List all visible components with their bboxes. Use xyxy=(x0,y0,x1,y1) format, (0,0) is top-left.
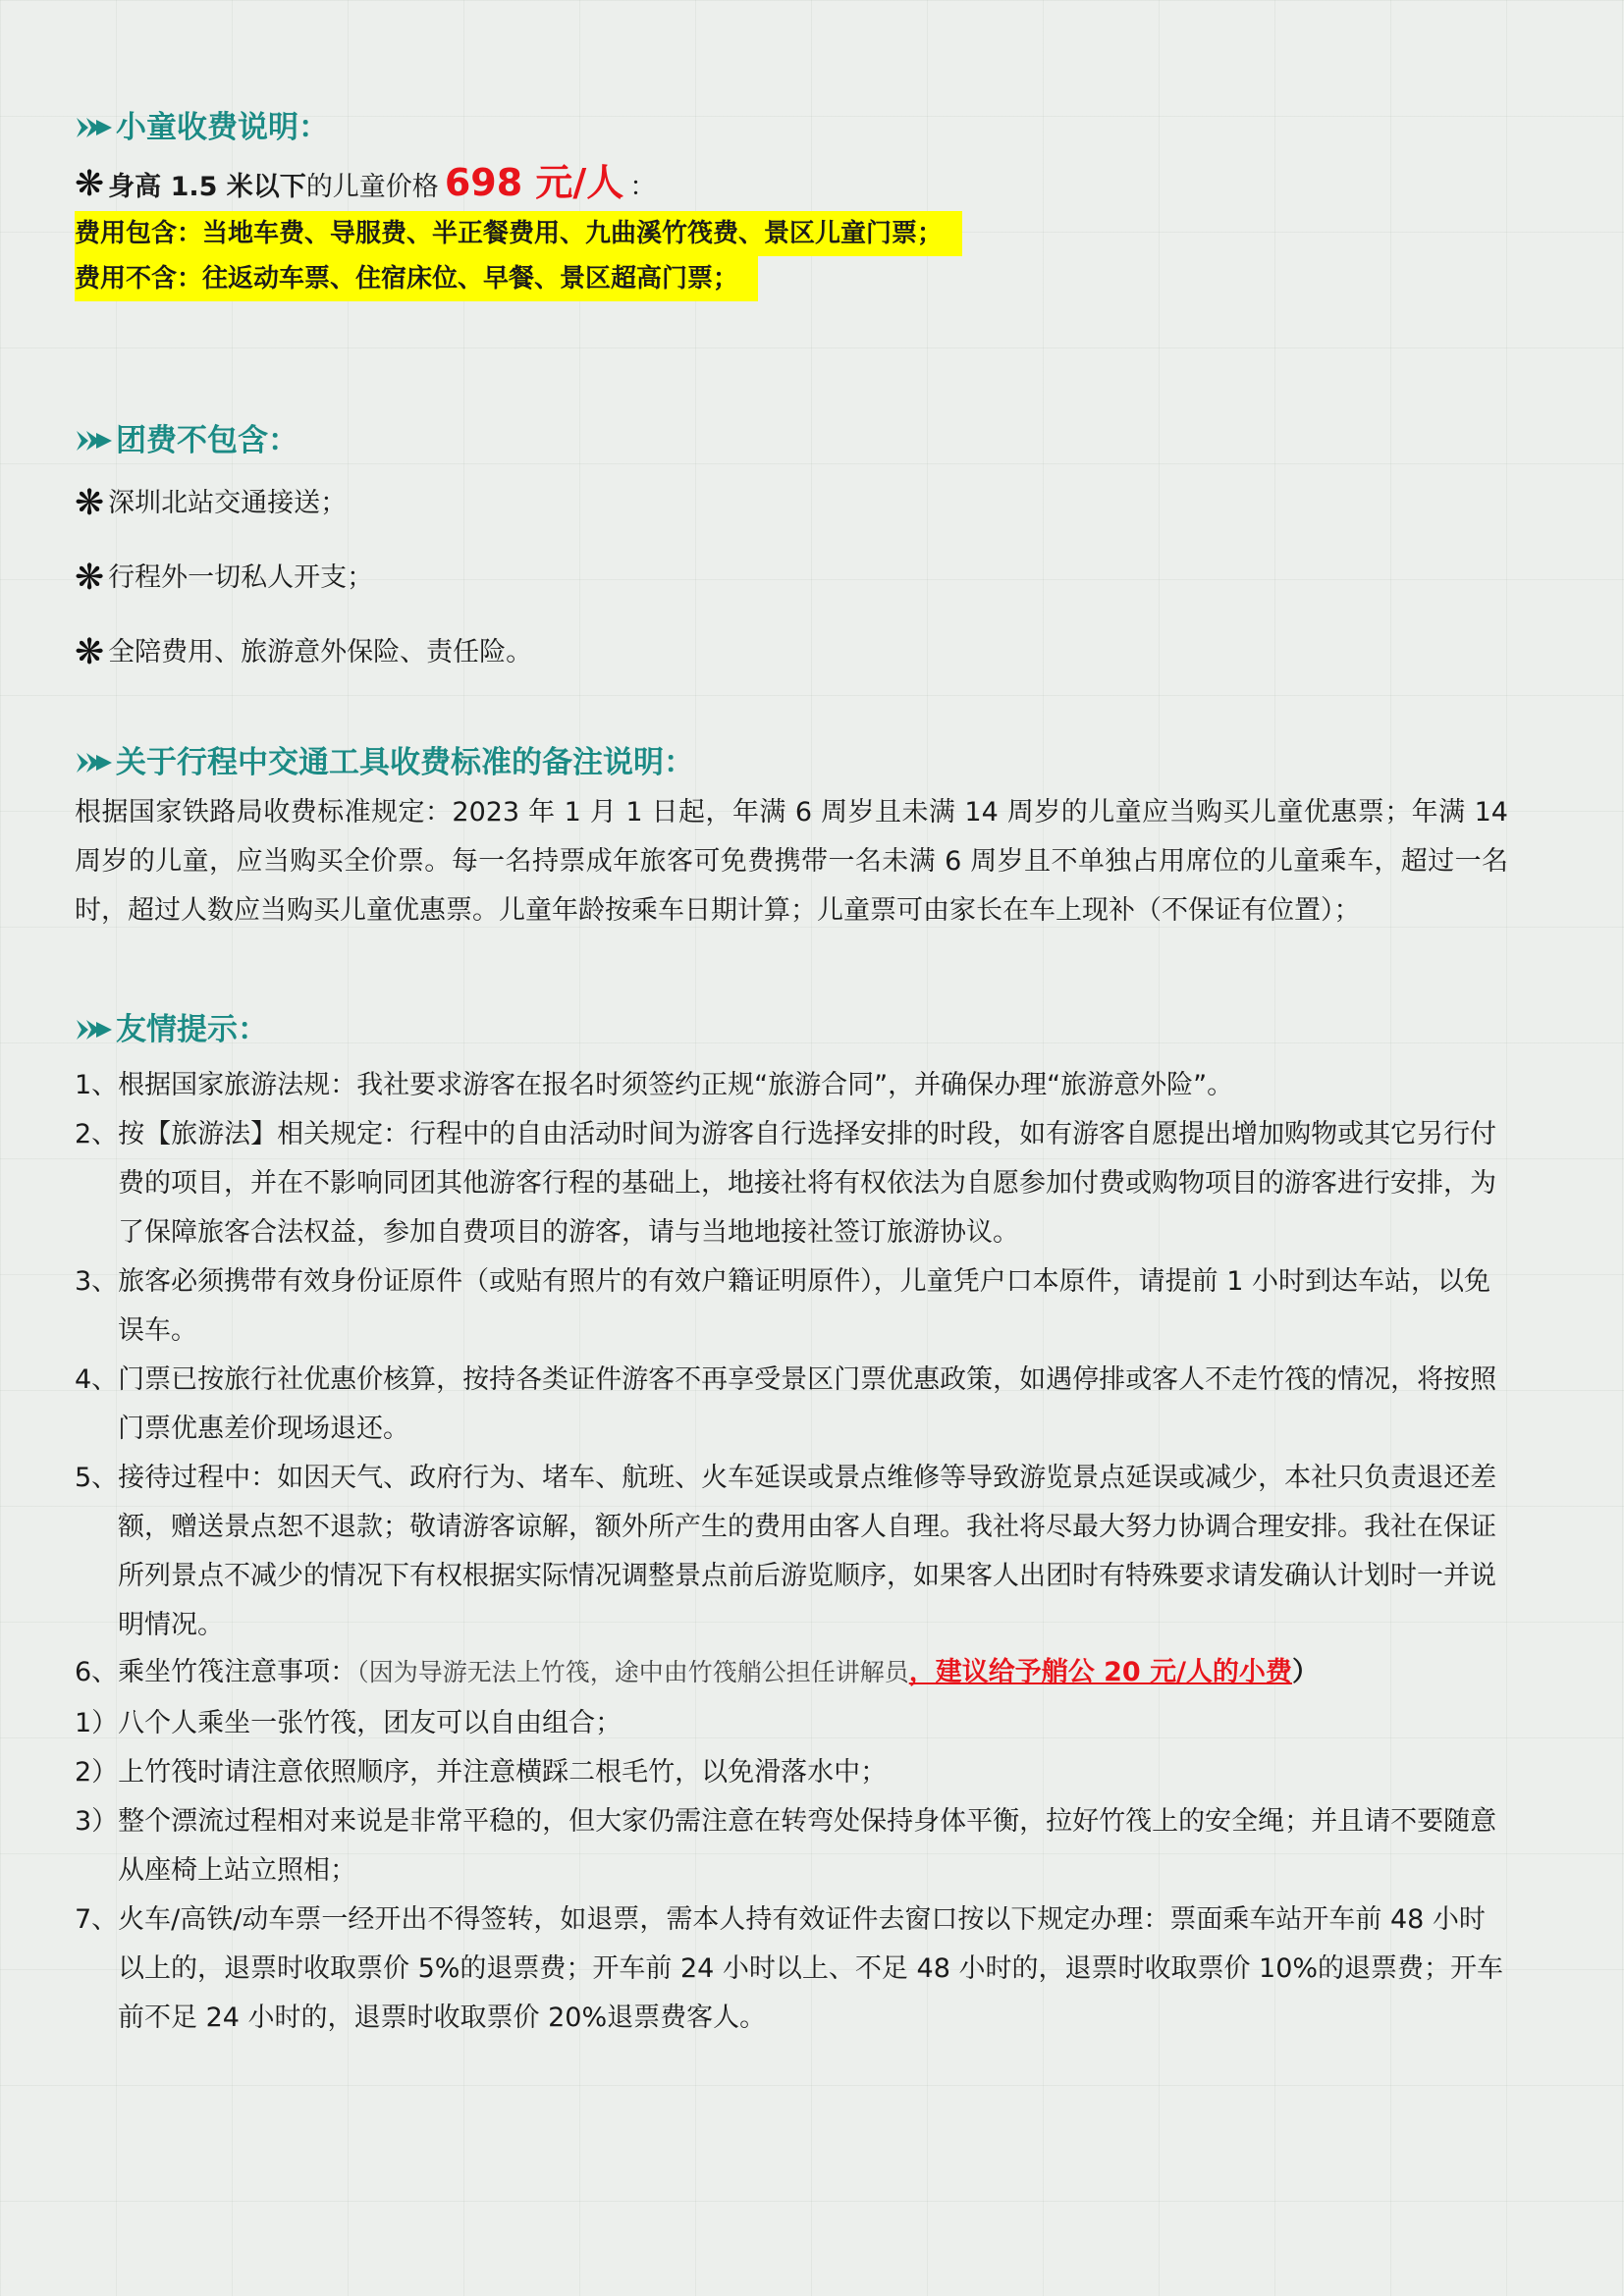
raft-item: 2）上竹筏时请注意依照顺序，并注意横踩二根毛竹，以免滑落水中； xyxy=(75,1757,888,1788)
flower-icon: ❋ xyxy=(75,164,105,204)
raft-tip-amount: ，建议给予艄公 20 元/人的小费 xyxy=(908,1657,1292,1687)
double-arrow-icon xyxy=(75,1017,114,1042)
raft-note: （因为导游无法上竹筏，途中由竹筏艄公担任讲解员 xyxy=(356,1658,909,1686)
list-item: ❋ 行程外一切私人开支； xyxy=(75,558,374,598)
fee-highlight-block xyxy=(75,211,1508,301)
section-heading-transport xyxy=(75,743,1508,782)
tip-item: 1、根据国家旅游法规：我社要求游客在报名时须签约正规“旅游合同”，并确保办理“旅游意外险”。 xyxy=(75,1070,1234,1100)
tip-item: 4、门票已按旅行社优惠价核算，按持各类证件游客不再享受景区门票优惠政策，如遇停排或客人不走竹筏的情况，将按照门票优惠差价现场退还。 xyxy=(75,1364,1497,1444)
price-suffix: ： xyxy=(629,172,657,202)
raft-item: 1）八个人乘坐一张竹筏，团友可以自由组合； xyxy=(75,1708,623,1738)
document-content xyxy=(75,108,1508,2043)
heading-text: 小童收费说明： xyxy=(116,110,329,145)
transport-note: 根据国家铁路局收费标准规定：2023 年 1 月 1 日起，年满 6 周岁且未满 14 周岁的儿童应当购买儿童优惠票；年满 14 周岁的儿童，应当购买全价票。每一名持票成年旅客可免费携带一名未满 6 周岁且不单独占用席位的儿童乘车，超过一名时，超过人数应当购买儿童优惠票。儿童年龄按乘车日期计算；儿童票可由家长在车上现补（不保证有位置）； xyxy=(75,797,1508,926)
section-heading-tips xyxy=(75,1010,1508,1049)
child-price: 698 元/人 xyxy=(444,161,624,204)
tip-item-raft xyxy=(75,1656,1508,1689)
heading-text: 友情提示： xyxy=(116,1012,268,1047)
flower-icon: ❋ xyxy=(75,558,105,598)
raft-close: ） xyxy=(1291,1657,1319,1687)
raft-label: 6、乘坐竹筏注意事项： xyxy=(75,1657,357,1687)
tip-item: 3、旅客必须携带有效身份证原件（或贴有照片的有效户籍证明原件），儿童凭户口本原件，请提前 1 小时到达车站，以免误车。 xyxy=(75,1266,1491,1346)
child-price-line xyxy=(75,161,1508,209)
raft-item: 3）整个漂流过程相对来说是非常平稳的，但大家仍需注意在转弯处保持身体平衡，拉好竹筏上的安全绳；并且请不要随意从座椅上站立照相； xyxy=(75,1806,1497,1886)
fee-includes: 费用包含：当地车费、导服费、半正餐费用、九曲溪竹筏费、景区儿童门票； xyxy=(75,211,962,256)
tip-item: 2、按【旅游法】相关规定：行程中的自由活动时间为游客自行选择安排的时段，如有游客自愿提出增加购物或其它另行付费的项目，并在不影响同团其他游客行程的基础上，地接社将有权依法为自愿参加付费或购物项目的游客进行安排，为了保障旅客合法权益，参加自费项目的游客，请与当地地接社签订旅游协议。 xyxy=(75,1119,1497,1248)
double-arrow-icon xyxy=(75,750,114,775)
flower-icon: ❋ xyxy=(75,483,105,523)
section-heading-not-included xyxy=(75,421,1508,460)
tip-item: 7、火车/高铁/动车票一经开出不得签转，如退票，需本人持有效证件去窗口按以下规定办理：票面乘车站开车前 48 小时以上的，退票时收取票价 5%的退票费；开车前 24 小时以上、不足 48 小时的，退票时收取票价 10%的退票费；开车前不足 24 小时的，退票时收取票价 20%退票费客人。 xyxy=(75,1904,1504,2033)
flower-icon: ❋ xyxy=(75,632,105,672)
list-item: ❋ 全陪费用、旅游意外保险、责任险。 xyxy=(75,632,533,672)
double-arrow-icon xyxy=(75,428,114,454)
list-item: ❋ 深圳北站交通接送； xyxy=(75,483,348,523)
heading-text: 关于行程中交通工具收费标准的备注说明： xyxy=(116,745,694,780)
fee-excludes: 费用不含：往返动车票、住宿床位、早餐、景区超高门票； xyxy=(75,256,758,301)
height-limit: 身高 1.5 米以下 xyxy=(108,172,306,202)
heading-text: 团费不包含： xyxy=(116,423,298,458)
section-heading-children xyxy=(75,108,1508,147)
tip-item: 5、接待过程中：如因天气、政府行为、堵车、航班、火车延误或景点维修等导致游览景点延误或减少，本社只负责退还差额，赠送景点恕不退款；敬请游客谅解，额外所产生的费用由客人自理。我社将尽最大努力协调合理安排。我社在保证所列景点不减少的情况下有权根据实际情况调整景点前后游览顺序，如果客人出团时有特殊要求请发确认计划时一并说明情况。 xyxy=(75,1463,1497,1640)
double-arrow-icon xyxy=(75,115,114,140)
price-label: 的儿童价格 xyxy=(305,172,439,202)
